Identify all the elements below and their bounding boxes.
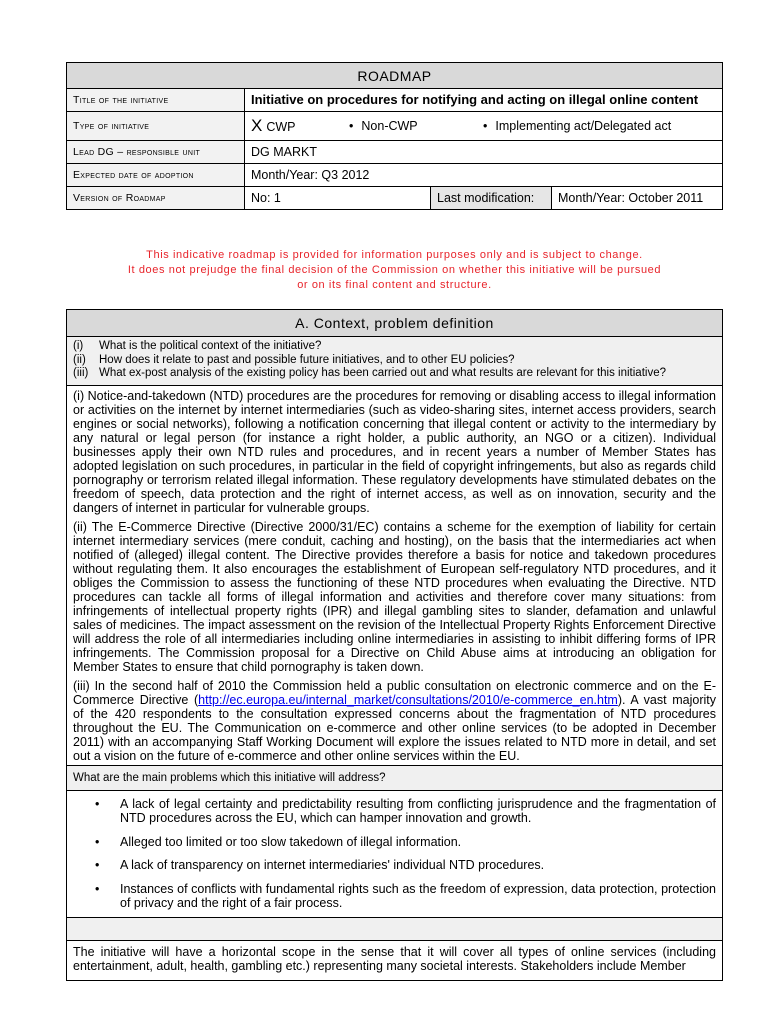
cwp-label: CWP — [266, 120, 296, 134]
problem-text: Alleged too limited or too slow takedown of illegal information. — [120, 834, 462, 849]
paragraph-3-text-a: (iii) In the second half of 2010 the Commission held a public consultation on electronic commerce and on the E-Commerce Directive ( — [73, 678, 716, 707]
question-text: What ex-post analysis of the existing policy has been carried out and what results are relevant for this initiative? — [99, 367, 666, 379]
bullet-icon: • — [483, 119, 488, 133]
question-item — [73, 367, 716, 381]
title-value: Initiative on procedures for notifying and acting on illegal online content — [245, 89, 723, 112]
question-item — [73, 340, 716, 354]
type-label: Type of initiative — [67, 112, 245, 141]
type-option-implementing — [483, 119, 671, 133]
guiding-questions — [67, 337, 723, 386]
paragraph-2: (ii) The E-Commerce Directive (Directive 2000/31/EC) contains a scheme for the exemption of liability for certain internet intermediary services (mere conduit, caching and hosting), on the basis that the intermediaries act when notified of (alleged) illegal content. The Directive provides therefore a basis for notice and takedown procedures without regulating them. It also encourages the establishment of European self-regulatory NTD procedures, and it obliges the Commission to assess the functioning of these NTD procedures when evaluating the Directive. NTD procedures can tackle all forms of illegal information and activities and therefore cover many situations: from infringements of intellectual property rights (IPR) and illegal gambling sites to slander, defamation and unlawful sales of medicines. The impact assessment on the revision of the Intellectual Property Rights Enforcement Directive will address the role of all intermediaries including online intermediaries in assisting to inhibit differing forms of IPR infringements. The Commission proposal for a Directive on Child Abuse aims at introducing an obligation for Member States to ensure that child pornography is taken down. — [73, 519, 716, 674]
date-label: Expected date of adoption — [67, 164, 245, 187]
roadmap-heading: ROADMAP — [67, 63, 723, 89]
type-option-cwp — [251, 116, 349, 136]
empty-question-row — [67, 917, 723, 940]
question-text: How does it relate to past and possible future initiatives, and to other EU policies? — [99, 353, 515, 366]
list-item — [95, 835, 716, 850]
question-item — [73, 354, 716, 368]
context-heading: A. Context, problem definition — [67, 310, 723, 337]
context-body — [67, 385, 723, 765]
question-number: (i) — [73, 340, 84, 352]
list-item — [95, 797, 716, 826]
paragraph-3-text-b: ). A vast majority of the 420 respondents to the consultation expressed concerns about the fragmentation of NTD procedures throughout the EU. The Communication on e-commerce and other online services (to be adopted in December 2011) with an accompanying Staff Working Document will explore the issues related to NTD more in detail, and set out a vision on the future of e-commerce and other online services within the EU. — [73, 692, 716, 763]
problems-question: What are the main problems which this initiative will address? — [67, 765, 723, 790]
problems-list — [67, 790, 723, 917]
disclaimer-notice — [66, 248, 723, 293]
problem-text: A lack of transparency on internet intermediaries' individual NTD procedures. — [120, 858, 545, 872]
title-label: Title of the initiative — [67, 89, 245, 112]
lead-label: Lead DG – responsible unit — [67, 141, 245, 164]
notice-line-1: This indicative roadmap is provided for information purposes only and is subject to change. — [146, 249, 643, 261]
implementing-label: Implementing act/Delegated act — [495, 119, 672, 133]
bullet-icon: • — [95, 796, 100, 811]
version-value: No: 1 — [245, 187, 431, 210]
checked-mark: X — [251, 116, 263, 135]
lastmod-label: Last modification: — [431, 187, 552, 210]
consultation-link[interactable]: http://ec.europa.eu/internal_market/consultations/2010/e-commerce_en.htm — [198, 692, 618, 707]
type-option-non-cwp — [349, 119, 483, 133]
version-label: Version of Roadmap — [67, 187, 245, 210]
notice-line-3: or on its final content and structure. — [297, 279, 492, 291]
question-text: What is the political context of the initiative? — [99, 340, 322, 352]
date-value: Month/Year: Q3 2012 — [245, 164, 723, 187]
notice-line-2: It does not prejudge the final decision of the Commission on whether this initiative will be pursued — [127, 264, 662, 276]
roadmap-table — [66, 62, 723, 210]
bullet-icon: • — [349, 119, 354, 133]
type-options — [245, 112, 723, 141]
question-number: (iii) — [73, 367, 89, 379]
bullet-icon: • — [95, 858, 100, 872]
list-item — [95, 858, 716, 873]
question-number: (ii) — [73, 353, 86, 366]
problem-text: A lack of legal certainty and predictability resulting from conflicting jurisprudence and the fragmentation of NTD procedures across the EU, which can hamper innovation and growth. — [120, 796, 716, 825]
bullet-icon: • — [95, 834, 100, 849]
list-item — [95, 882, 716, 911]
context-table — [66, 309, 723, 981]
scope-text: The initiative will have a horizontal scope in the sense that it will cover all types of online services (including entertainment, adult, health, gambling etc.) representing many societal interests. Stakeholders include Member — [67, 940, 723, 980]
paragraph-1: (i) Notice-and-takedown (NTD) procedures are the procedures for removing or disabling access to illegal information or activities on the internet by internet intermediaries (such as video-sharing sites, internet access providers, search engines or social networks), following a notification concerning that illegal content or activity to the intermediary by any natural or legal person (for instance a right holder, a public authority, an NGO or a citizen). Individual businesses apply their own NTD rules and procedures, and in recent years a number of Member States has adopted legislation on such procedures, in particular in the field of copyright infringements, but also as regards child pornography or terrorism related illegal information. These regulatory developments have stimulated debates on the freedom of speech, data protection and the right of internet access, as well as on innovation, security and the dangers of internet in particular for vulnerable groups. — [73, 388, 716, 515]
lead-value: DG MARKT — [245, 141, 723, 164]
problem-text: Instances of conflicts with fundamental rights such as the freedom of expression, data protection, protection of privacy and the right of a fair process. — [120, 881, 716, 910]
bullet-icon: • — [95, 881, 100, 896]
non-cwp-label: Non-CWP — [361, 119, 418, 133]
paragraph-3 — [73, 679, 716, 763]
lastmod-value: Month/Year: October 2011 — [552, 187, 723, 210]
